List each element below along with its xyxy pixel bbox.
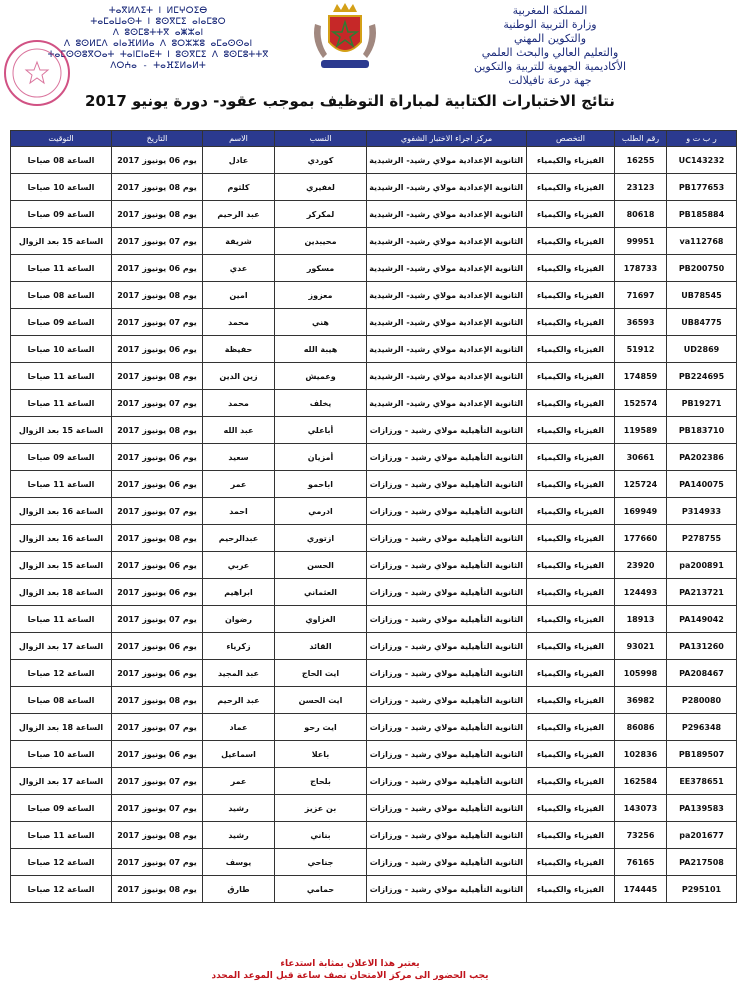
application-number-cell: 102836 bbox=[615, 741, 667, 768]
date-cell: يوم 06 يونيوز 2017 bbox=[112, 255, 203, 282]
surname-cell: أمزيان bbox=[275, 444, 367, 471]
surname-cell: هني bbox=[275, 309, 367, 336]
date-cell: يوم 06 يونيوز 2017 bbox=[112, 741, 203, 768]
time-cell: الساعة 11 صباحا bbox=[11, 390, 112, 417]
time-cell: الساعة 09 صباحا bbox=[11, 201, 112, 228]
first-name-cell: عمر bbox=[203, 768, 275, 795]
exam-center-cell: الثانوية التأهيلية مولاي رشيد - ورزازات bbox=[367, 417, 527, 444]
arabic-line: جهة درعة تافيلالت bbox=[508, 74, 592, 87]
time-cell: الساعة 18 بعد الزوال bbox=[11, 579, 112, 606]
date-cell: يوم 08 يونيوز 2017 bbox=[112, 282, 203, 309]
table-row bbox=[11, 498, 737, 525]
application-number-cell: 174445 bbox=[615, 876, 667, 903]
table-row bbox=[11, 174, 737, 201]
specialty-cell: الفيزياء والكيمياء bbox=[527, 606, 615, 633]
first-name-cell: زين الدين bbox=[203, 363, 275, 390]
date-cell: يوم 08 يونيوز 2017 bbox=[112, 876, 203, 903]
specialty-cell: الفيزياء والكيمياء bbox=[527, 336, 615, 363]
code-cell: P295101 bbox=[667, 876, 737, 903]
arabic-line: وزارة التربية الوطنية bbox=[503, 18, 597, 31]
time-cell: الساعة 15 بعد الزوال bbox=[11, 228, 112, 255]
surname-cell: لغفيري bbox=[275, 174, 367, 201]
application-number-cell: 71697 bbox=[615, 282, 667, 309]
surname-cell: محيبدين bbox=[275, 228, 367, 255]
first-name-cell: شريفة bbox=[203, 228, 275, 255]
surname-cell: معزوز bbox=[275, 282, 367, 309]
specialty-cell: الفيزياء والكيمياء bbox=[527, 876, 615, 903]
table-row bbox=[11, 525, 737, 552]
arabic-line: المملكة المغربية bbox=[512, 4, 588, 17]
specialty-cell: الفيزياء والكيمياء bbox=[527, 687, 615, 714]
table-row bbox=[11, 363, 737, 390]
exam-center-cell: الثانوية التأهيلية مولاي رشيد - ورزازات bbox=[367, 768, 527, 795]
table-row bbox=[11, 147, 737, 174]
first-name-cell: حفيظة bbox=[203, 336, 275, 363]
column-header-time: التوقيت bbox=[11, 131, 112, 147]
date-cell: يوم 06 يونيوز 2017 bbox=[112, 336, 203, 363]
footer-notice-line: يجب الحضور الى مركز الامتحان نصف ساعة قبل الموعد المحدد bbox=[211, 971, 489, 981]
code-cell: P278755 bbox=[667, 525, 737, 552]
date-cell: يوم 06 يونيوز 2017 bbox=[112, 633, 203, 660]
date-cell: يوم 06 يونيوز 2017 bbox=[112, 660, 203, 687]
exam-center-cell: الثانوية التأهيلية مولاي رشيد - ورزازات bbox=[367, 498, 527, 525]
code-cell: P314933 bbox=[667, 498, 737, 525]
time-cell: الساعة 08 صباحا bbox=[11, 147, 112, 174]
application-number-cell: 125724 bbox=[615, 471, 667, 498]
column-header-application-number: رقم الطلب bbox=[615, 131, 667, 147]
first-name-cell: محمد bbox=[203, 390, 275, 417]
column-header-specialty: التخصص bbox=[527, 131, 615, 147]
specialty-cell: الفيزياء والكيمياء bbox=[527, 579, 615, 606]
exam-center-cell: الثانوية الإعدادية مولاي رشيد- الرشيدية bbox=[367, 255, 527, 282]
table-row bbox=[11, 579, 737, 606]
application-number-cell: 119589 bbox=[615, 417, 667, 444]
results-body bbox=[11, 147, 737, 903]
surname-cell: اباحمو bbox=[275, 471, 367, 498]
time-cell: الساعة 11 صباحا bbox=[11, 471, 112, 498]
first-name-cell: رضوان bbox=[203, 606, 275, 633]
application-number-cell: 162584 bbox=[615, 768, 667, 795]
date-cell: يوم 08 يونيوز 2017 bbox=[112, 174, 203, 201]
application-number-cell: 73256 bbox=[615, 822, 667, 849]
code-cell: UC143232 bbox=[667, 147, 737, 174]
date-cell: يوم 06 يونيوز 2017 bbox=[112, 552, 203, 579]
application-number-cell: 177660 bbox=[615, 525, 667, 552]
time-cell: الساعة 10 صباحا bbox=[11, 336, 112, 363]
date-cell: يوم 06 يونيوز 2017 bbox=[112, 579, 203, 606]
results-table bbox=[10, 130, 737, 903]
first-name-cell: احمد bbox=[203, 498, 275, 525]
table-row bbox=[11, 201, 737, 228]
tifinagh-line: ⴷⵔⵄⴰ - ⵜⴰⴼⵉⵍⴰⵍⵜ bbox=[110, 61, 206, 71]
first-name-cell: عبد الرحيم bbox=[203, 687, 275, 714]
first-name-cell: يوسف bbox=[203, 849, 275, 876]
exam-center-cell: الثانوية الإعدادية مولاي رشيد- الرشيدية bbox=[367, 336, 527, 363]
exam-center-cell: الثانوية التأهيلية مولاي رشيد - ورزازات bbox=[367, 876, 527, 903]
date-cell: يوم 06 يونيوز 2017 bbox=[112, 147, 203, 174]
code-cell: PA140075 bbox=[667, 471, 737, 498]
column-header-exam-center: مركز اجراء الاختبار الشفوي bbox=[367, 131, 527, 147]
page-title: نتائج الاختبارات الكتابية لمباراة التوظيف بموجب عقود- دورة يونيو 2017 bbox=[85, 92, 615, 110]
specialty-cell: الفيزياء والكيمياء bbox=[527, 849, 615, 876]
first-name-cell: سعيد bbox=[203, 444, 275, 471]
application-number-cell: 86086 bbox=[615, 714, 667, 741]
surname-cell: باعلا bbox=[275, 741, 367, 768]
time-cell: الساعة 16 بعد الزوال bbox=[11, 498, 112, 525]
surname-cell: مسكور bbox=[275, 255, 367, 282]
surname-cell: ايت رحو bbox=[275, 714, 367, 741]
date-cell: يوم 08 يونيوز 2017 bbox=[112, 687, 203, 714]
first-name-cell: عبدالرحيم bbox=[203, 525, 275, 552]
exam-center-cell: الثانوية التأهيلية مولاي رشيد - ورزازات bbox=[367, 795, 527, 822]
specialty-cell: الفيزياء والكيمياء bbox=[527, 768, 615, 795]
code-cell: PB177653 bbox=[667, 174, 737, 201]
exam-center-cell: الثانوية الإعدادية مولاي رشيد- الرشيدية bbox=[367, 282, 527, 309]
time-cell: الساعة 12 صباحا bbox=[11, 849, 112, 876]
arabic-line: والتكوين المهني bbox=[513, 32, 587, 45]
application-number-cell: 30661 bbox=[615, 444, 667, 471]
exam-center-cell: الثانوية التأهيلية مولاي رشيد - ورزازات bbox=[367, 552, 527, 579]
exam-center-cell: الثانوية الإعدادية مولاي رشيد- الرشيدية bbox=[367, 201, 527, 228]
application-number-cell: 124493 bbox=[615, 579, 667, 606]
specialty-cell: الفيزياء والكيمياء bbox=[527, 471, 615, 498]
exam-center-cell: الثانوية التأهيلية مولاي رشيد - ورزازات bbox=[367, 660, 527, 687]
footer-notice-line: يعتبر هذا الاعلان بمثابة استدعاء bbox=[280, 959, 420, 969]
date-cell: يوم 07 يونيوز 2017 bbox=[112, 795, 203, 822]
first-name-cell: عماد bbox=[203, 714, 275, 741]
table-row bbox=[11, 255, 737, 282]
surname-cell: ايت الحاج bbox=[275, 660, 367, 687]
code-cell: PB200750 bbox=[667, 255, 737, 282]
column-header-surname: النسب bbox=[275, 131, 367, 147]
exam-center-cell: الثانوية التأهيلية مولاي رشيد - ورزازات bbox=[367, 525, 527, 552]
surname-cell: حمامي bbox=[275, 876, 367, 903]
exam-center-cell: الثانوية التأهيلية مولاي رشيد - ورزازات bbox=[367, 579, 527, 606]
time-cell: الساعة 09 صباحا bbox=[11, 444, 112, 471]
time-cell: الساعة 11 صباحا bbox=[11, 255, 112, 282]
date-cell: يوم 08 يونيوز 2017 bbox=[112, 525, 203, 552]
table-row bbox=[11, 795, 737, 822]
exam-center-cell: الثانوية التأهيلية مولاي رشيد - ورزازات bbox=[367, 471, 527, 498]
table-row bbox=[11, 282, 737, 309]
table-row bbox=[11, 660, 737, 687]
specialty-cell: الفيزياء والكيمياء bbox=[527, 795, 615, 822]
surname-cell: القائد bbox=[275, 633, 367, 660]
surname-cell: الغزاوي bbox=[275, 606, 367, 633]
time-cell: الساعة 16 بعد الزوال bbox=[11, 525, 112, 552]
specialty-cell: الفيزياء والكيمياء bbox=[527, 147, 615, 174]
tifinagh-line: ⴷ ⵓⵙⵎⵓⵜⵜⴳ ⴰⵥⵣⴰⵏ bbox=[112, 28, 204, 38]
table-row bbox=[11, 822, 737, 849]
first-name-cell: ابراهيم bbox=[203, 579, 275, 606]
time-cell: الساعة 15 بعد الزوال bbox=[11, 552, 112, 579]
specialty-cell: الفيزياء والكيمياء bbox=[527, 282, 615, 309]
first-name-cell: كلثوم bbox=[203, 174, 275, 201]
tifinagh-line: ⵜⴰⵎⵙⵙⵓⴳⵔⴰⵜ ⵜⴰⵏⵎⵏⴰⴹⵜ ⵏ ⵓⵙⴳⵎⵉ ⴷ ⵓⵙⵎⵓⵜⵜⴳ bbox=[47, 50, 269, 60]
exam-center-cell: الثانوية التأهيلية مولاي رشيد - ورزازات bbox=[367, 822, 527, 849]
code-cell: PA213721 bbox=[667, 579, 737, 606]
arabic-line: والتعليم العالي والبحث العلمي bbox=[481, 46, 619, 59]
first-name-cell: عربي bbox=[203, 552, 275, 579]
surname-cell: ايت الحسن bbox=[275, 687, 367, 714]
time-cell: الساعة 08 صباحا bbox=[11, 282, 112, 309]
royal-emblem-icon bbox=[305, 2, 385, 72]
specialty-cell: الفيزياء والكيمياء bbox=[527, 660, 615, 687]
tifinagh-line: ⵜⴰⴳⵍⴷⵉⵜ ⵏ ⵍⵎⵖⵔⵉⴱ bbox=[108, 6, 208, 16]
first-name-cell: محمد bbox=[203, 309, 275, 336]
exam-center-cell: الثانوية الإعدادية مولاي رشيد- الرشيدية bbox=[367, 363, 527, 390]
date-cell: يوم 08 يونيوز 2017 bbox=[112, 417, 203, 444]
specialty-cell: الفيزياء والكيمياء bbox=[527, 822, 615, 849]
code-cell: UD2869 bbox=[667, 336, 737, 363]
specialty-cell: الفيزياء والكيمياء bbox=[527, 201, 615, 228]
code-cell: PA139583 bbox=[667, 795, 737, 822]
date-cell: يوم 06 يونيوز 2017 bbox=[112, 471, 203, 498]
table-row bbox=[11, 552, 737, 579]
arabic-letterhead bbox=[410, 4, 690, 88]
column-header-date: التاريخ bbox=[112, 131, 203, 147]
table-row bbox=[11, 876, 737, 903]
specialty-cell: الفيزياء والكيمياء bbox=[527, 498, 615, 525]
surname-cell: يخلف bbox=[275, 390, 367, 417]
specialty-cell: الفيزياء والكيمياء bbox=[527, 255, 615, 282]
date-cell: يوم 07 يونيوز 2017 bbox=[112, 498, 203, 525]
time-cell: الساعة 18 بعد الزوال bbox=[11, 714, 112, 741]
exam-center-cell: الثانوية التأهيلية مولاي رشيد - ورزازات bbox=[367, 444, 527, 471]
application-number-cell: 80618 bbox=[615, 201, 667, 228]
surname-cell: بناني bbox=[275, 822, 367, 849]
date-cell: يوم 07 يونيوز 2017 bbox=[112, 606, 203, 633]
code-cell: PB224695 bbox=[667, 363, 737, 390]
surname-cell: جناحي bbox=[275, 849, 367, 876]
code-cell: PB183710 bbox=[667, 417, 737, 444]
surname-cell: العثماني bbox=[275, 579, 367, 606]
specialty-cell: الفيزياء والكيمياء bbox=[527, 633, 615, 660]
first-name-cell: عبد الرحيم bbox=[203, 201, 275, 228]
column-header-code: ر ب ت و bbox=[667, 131, 737, 147]
surname-cell: ادرمي bbox=[275, 498, 367, 525]
first-name-cell: عبد المجيد bbox=[203, 660, 275, 687]
specialty-cell: الفيزياء والكيمياء bbox=[527, 444, 615, 471]
surname-cell: كوردي bbox=[275, 147, 367, 174]
code-cell: PA208467 bbox=[667, 660, 737, 687]
table-row bbox=[11, 309, 737, 336]
first-name-cell: عادل bbox=[203, 147, 275, 174]
table-header-row bbox=[11, 131, 737, 147]
code-cell: PA202386 bbox=[667, 444, 737, 471]
code-cell: UB78545 bbox=[667, 282, 737, 309]
exam-center-cell: الثانوية الإعدادية مولاي رشيد- الرشيدية bbox=[367, 390, 527, 417]
application-number-cell: 178733 bbox=[615, 255, 667, 282]
arabic-line: الأكاديمية الجهوية للتربية والتكوين bbox=[473, 60, 627, 73]
exam-center-cell: الثانوية الإعدادية مولاي رشيد- الرشيدية bbox=[367, 309, 527, 336]
code-cell: va112768 bbox=[667, 228, 737, 255]
application-number-cell: 105998 bbox=[615, 660, 667, 687]
first-name-cell: اسماعيل bbox=[203, 741, 275, 768]
application-number-cell: 99951 bbox=[615, 228, 667, 255]
table-row bbox=[11, 768, 737, 795]
tifinagh-line: ⵜⴰⵎⴰⵡⴰⵙⵜ ⵏ ⵓⵙⴳⵎⵉ ⴰⵏⴰⵎⵓⵔ bbox=[90, 17, 226, 27]
application-number-cell: 51912 bbox=[615, 336, 667, 363]
time-cell: الساعة 15 بعد الزوال bbox=[11, 417, 112, 444]
date-cell: يوم 07 يونيوز 2017 bbox=[112, 849, 203, 876]
code-cell: EE378651 bbox=[667, 768, 737, 795]
table-row bbox=[11, 714, 737, 741]
table-row bbox=[11, 606, 737, 633]
exam-center-cell: الثانوية التأهيلية مولاي رشيد - ورزازات bbox=[367, 714, 527, 741]
date-cell: يوم 08 يونيوز 2017 bbox=[112, 822, 203, 849]
code-cell: UB84775 bbox=[667, 309, 737, 336]
code-cell: P296348 bbox=[667, 714, 737, 741]
surname-cell: أباعلي bbox=[275, 417, 367, 444]
application-number-cell: 143073 bbox=[615, 795, 667, 822]
time-cell: الساعة 11 صباحا bbox=[11, 606, 112, 633]
time-cell: الساعة 17 بعد الزوال bbox=[11, 633, 112, 660]
surname-cell: لمكركر bbox=[275, 201, 367, 228]
surname-cell: بلحاج bbox=[275, 768, 367, 795]
code-cell: PB189507 bbox=[667, 741, 737, 768]
application-number-cell: 23920 bbox=[615, 552, 667, 579]
first-name-cell: عدي bbox=[203, 255, 275, 282]
time-cell: الساعة 12 صباحا bbox=[11, 876, 112, 903]
specialty-cell: الفيزياء والكيمياء bbox=[527, 741, 615, 768]
code-cell: P280080 bbox=[667, 687, 737, 714]
surname-cell: الحسن bbox=[275, 552, 367, 579]
exam-center-cell: الثانوية الإعدادية مولاي رشيد- الرشيدية bbox=[367, 147, 527, 174]
table-row bbox=[11, 849, 737, 876]
application-number-cell: 16255 bbox=[615, 147, 667, 174]
time-cell: الساعة 11 صباحا bbox=[11, 363, 112, 390]
specialty-cell: الفيزياء والكيمياء bbox=[527, 228, 615, 255]
code-cell: PA131260 bbox=[667, 633, 737, 660]
table-row bbox=[11, 741, 737, 768]
date-cell: يوم 07 يونيوز 2017 bbox=[112, 228, 203, 255]
date-cell: يوم 07 يونيوز 2017 bbox=[112, 390, 203, 417]
table-row bbox=[11, 390, 737, 417]
exam-center-cell: الثانوية التأهيلية مولاي رشيد - ورزازات bbox=[367, 687, 527, 714]
application-number-cell: 36982 bbox=[615, 687, 667, 714]
specialty-cell: الفيزياء والكيمياء bbox=[527, 309, 615, 336]
exam-center-cell: الثانوية الإعدادية مولاي رشيد- الرشيدية bbox=[367, 228, 527, 255]
first-name-cell: امين bbox=[203, 282, 275, 309]
table-row bbox=[11, 633, 737, 660]
footer-notice bbox=[0, 958, 700, 982]
date-cell: يوم 07 يونيوز 2017 bbox=[112, 309, 203, 336]
specialty-cell: الفيزياء والكيمياء bbox=[527, 714, 615, 741]
application-number-cell: 76165 bbox=[615, 849, 667, 876]
surname-cell: ازتوري bbox=[275, 525, 367, 552]
time-cell: الساعة 12 صباحا bbox=[11, 660, 112, 687]
code-cell: PB185884 bbox=[667, 201, 737, 228]
table-row bbox=[11, 336, 737, 363]
date-cell: يوم 06 يونيوز 2017 bbox=[112, 444, 203, 471]
first-name-cell: عبد الله bbox=[203, 417, 275, 444]
surname-cell: هيبة الله bbox=[275, 336, 367, 363]
specialty-cell: الفيزياء والكيمياء bbox=[527, 552, 615, 579]
code-cell: pa201677 bbox=[667, 822, 737, 849]
time-cell: الساعة 08 صباحا bbox=[11, 687, 112, 714]
specialty-cell: الفيزياء والكيمياء bbox=[527, 363, 615, 390]
first-name-cell: طارق bbox=[203, 876, 275, 903]
specialty-cell: الفيزياء والكيمياء bbox=[527, 390, 615, 417]
first-name-cell: عمر bbox=[203, 471, 275, 498]
application-number-cell: 169949 bbox=[615, 498, 667, 525]
date-cell: يوم 08 يونيوز 2017 bbox=[112, 201, 203, 228]
exam-center-cell: الثانوية الإعدادية مولاي رشيد- الرشيدية bbox=[367, 174, 527, 201]
exam-center-cell: الثانوية التأهيلية مولاي رشيد - ورزازات bbox=[367, 849, 527, 876]
code-cell: PA149042 bbox=[667, 606, 737, 633]
date-cell: يوم 07 يونيوز 2017 bbox=[112, 768, 203, 795]
table-row bbox=[11, 228, 737, 255]
date-cell: يوم 08 يونيوز 2017 bbox=[112, 363, 203, 390]
exam-center-cell: الثانوية التأهيلية مولاي رشيد - ورزازات bbox=[367, 606, 527, 633]
letterhead bbox=[0, 0, 700, 90]
surname-cell: وعميش bbox=[275, 363, 367, 390]
date-cell: يوم 07 يونيوز 2017 bbox=[112, 714, 203, 741]
table-row bbox=[11, 471, 737, 498]
time-cell: الساعة 11 صباحا bbox=[11, 822, 112, 849]
time-cell: الساعة 10 صباحا bbox=[11, 174, 112, 201]
specialty-cell: الفيزياء والكيمياء bbox=[527, 417, 615, 444]
code-cell: PA217508 bbox=[667, 849, 737, 876]
column-header-first-name: الاسم bbox=[203, 131, 275, 147]
table-row bbox=[11, 444, 737, 471]
surname-cell: بن عزيز bbox=[275, 795, 367, 822]
application-number-cell: 23123 bbox=[615, 174, 667, 201]
exam-center-cell: الثانوية التأهيلية مولاي رشيد - ورزازات bbox=[367, 633, 527, 660]
exam-center-cell: الثانوية التأهيلية مولاي رشيد - ورزازات bbox=[367, 741, 527, 768]
time-cell: الساعة 09 صباحا bbox=[11, 309, 112, 336]
time-cell: الساعة 17 بعد الزوال bbox=[11, 768, 112, 795]
application-number-cell: 174859 bbox=[615, 363, 667, 390]
first-name-cell: رشيد bbox=[203, 822, 275, 849]
code-cell: PB19271 bbox=[667, 390, 737, 417]
time-cell: الساعة 10 صباحا bbox=[11, 741, 112, 768]
first-name-cell: رشيد bbox=[203, 795, 275, 822]
application-number-cell: 36593 bbox=[615, 309, 667, 336]
first-name-cell: زكرياء bbox=[203, 633, 275, 660]
table-row bbox=[11, 687, 737, 714]
specialty-cell: الفيزياء والكيمياء bbox=[527, 525, 615, 552]
application-number-cell: 18913 bbox=[615, 606, 667, 633]
specialty-cell: الفيزياء والكيمياء bbox=[527, 174, 615, 201]
application-number-cell: 152574 bbox=[615, 390, 667, 417]
time-cell: الساعة 09 صباحا bbox=[11, 795, 112, 822]
code-cell: pa200891 bbox=[667, 552, 737, 579]
table-row bbox=[11, 417, 737, 444]
tifinagh-line: ⴷ ⵓⵙⵍⵎⴷ ⴰⵏⴰⴼⵍⵍⴰ ⴷ ⵓⵔⵣⵣⵓ ⴰⵎⴰⵙⵙⴰⵏ bbox=[63, 39, 253, 49]
application-number-cell: 93021 bbox=[615, 633, 667, 660]
